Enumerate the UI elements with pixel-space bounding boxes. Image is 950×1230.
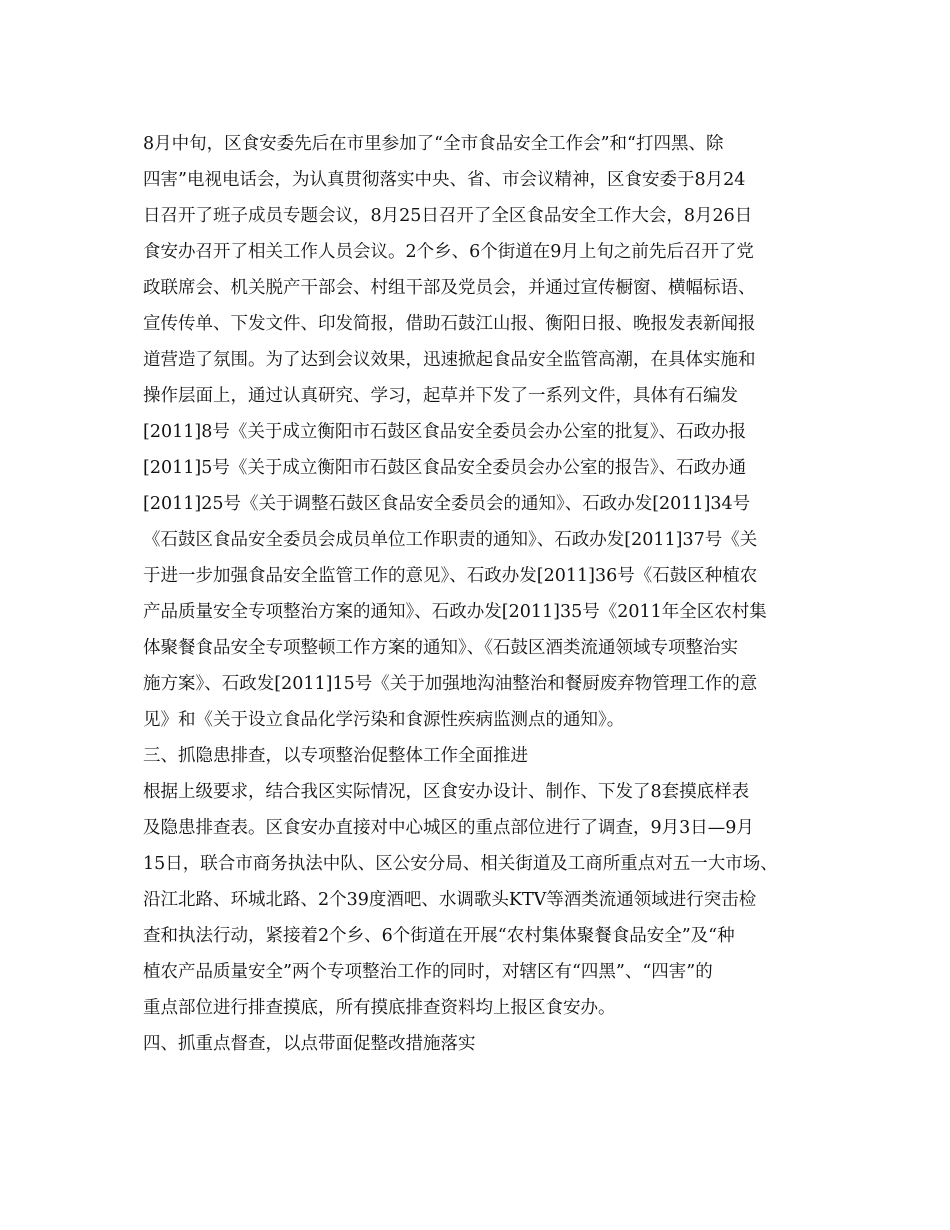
text-line: 《石鼓区食品安全委员会成员单位工作职责的通知》、石政办发[2011]37号《关	[143, 530, 758, 550]
text-line: 见》和《关于设立食品化学污染和食源性疾病监测点的通知》。	[143, 710, 625, 730]
text-line: [2011]8号《关于成立衡阳市石鼓区食品安全委员会办公室的批复》、石政办报	[143, 422, 747, 442]
text-line: 查和执法行动，紧接着2个乡、6个街道在开展“农村集体聚餐食品安全”及“种	[143, 926, 735, 946]
text-line: 政联席会、机关脱产干部会、村组干部及党员会，并通过宣传橱窗、横幅标语、	[143, 278, 756, 298]
text-line: 产品质量安全专项整治方案的通知》、石政办发[2011]35号《2011年全区农村集	[143, 602, 767, 622]
section-heading: 四、抓重点督查，以点带面促整改措施落实	[143, 1034, 476, 1054]
text-line: 施方案》、石政发[2011]15号《关于加强地沟油整治和餐厨废弃物管理工作的意	[143, 674, 758, 694]
text-line: [2011]5号《关于成立衡阳市石鼓区食品安全委员会办公室的报告》、石政办通	[143, 458, 747, 478]
document-body	[143, 126, 823, 1062]
text-line: 根据上级要求，结合我区实际情况，区食安办设计、制作、下发了8套摸底样表	[143, 782, 750, 802]
text-line: 体聚餐食品安全专项整顿工作方案的通知》、《石鼓区酒类流通领域专项整治实	[143, 638, 738, 658]
section-heading: 三、抓隐患排查，以专项整治促整体工作全面推进	[143, 746, 528, 766]
text-line: 重点部位进行排查摸底，所有摸底排查资料均上报区食安办。	[143, 998, 616, 1018]
text-line: 四害”电视电话会，为认真贯彻落实中央、省、市会议精神，区食安委于8月24	[143, 170, 746, 190]
text-line: 15日，联合市商务执法中队、区公安分局、相关街道及工商所重点对五一大市场、	[143, 854, 778, 874]
text-line: 道营造了氛围。为了达到会议效果，迅速掀起食品安全监管高潮，在具体实施和	[143, 350, 756, 370]
text-line: 植农产品质量安全”两个专项整治工作的同时，对辖区有“四黑”、“四害”的	[143, 962, 713, 982]
text-line: 及隐患排查表。区食安办直接对中心城区的重点部位进行了调查，9月3日—9月	[143, 818, 754, 838]
text-line: 宣传传单、下发文件、印发简报，借助石鼓江山报、衡阳日报、晚报发表新闻报	[143, 314, 756, 334]
text-line: 食安办召开了相关工作人员会议。2个乡、6个街道在9月上旬之前先后召开了党	[143, 242, 754, 262]
text-line: [2011]25号《关于调整石鼓区食品安全委员会的通知》、石政办发[2011]34号	[143, 494, 751, 514]
text-line: 8月中旬，区食安委先后在市里参加了“全市食品安全工作会”和“打四黑、除	[143, 134, 724, 154]
text-line: 于进一步加强食品安全监管工作的意见》、石政办发[2011]36号《石鼓区种植农	[143, 566, 758, 586]
text-line: 操作层面上，通过认真研究、学习，起草并下发了一系列文件，具体有石编发	[143, 386, 738, 406]
text-line: 沿江北路、环城北路、2个39度酒吧、水调歌头KTV等酒类流通领域进行突击检	[143, 890, 757, 910]
text-line: 日召开了班子成员专题会议，8月25日召开了全区食品安全工作大会，8月26日	[143, 206, 753, 226]
